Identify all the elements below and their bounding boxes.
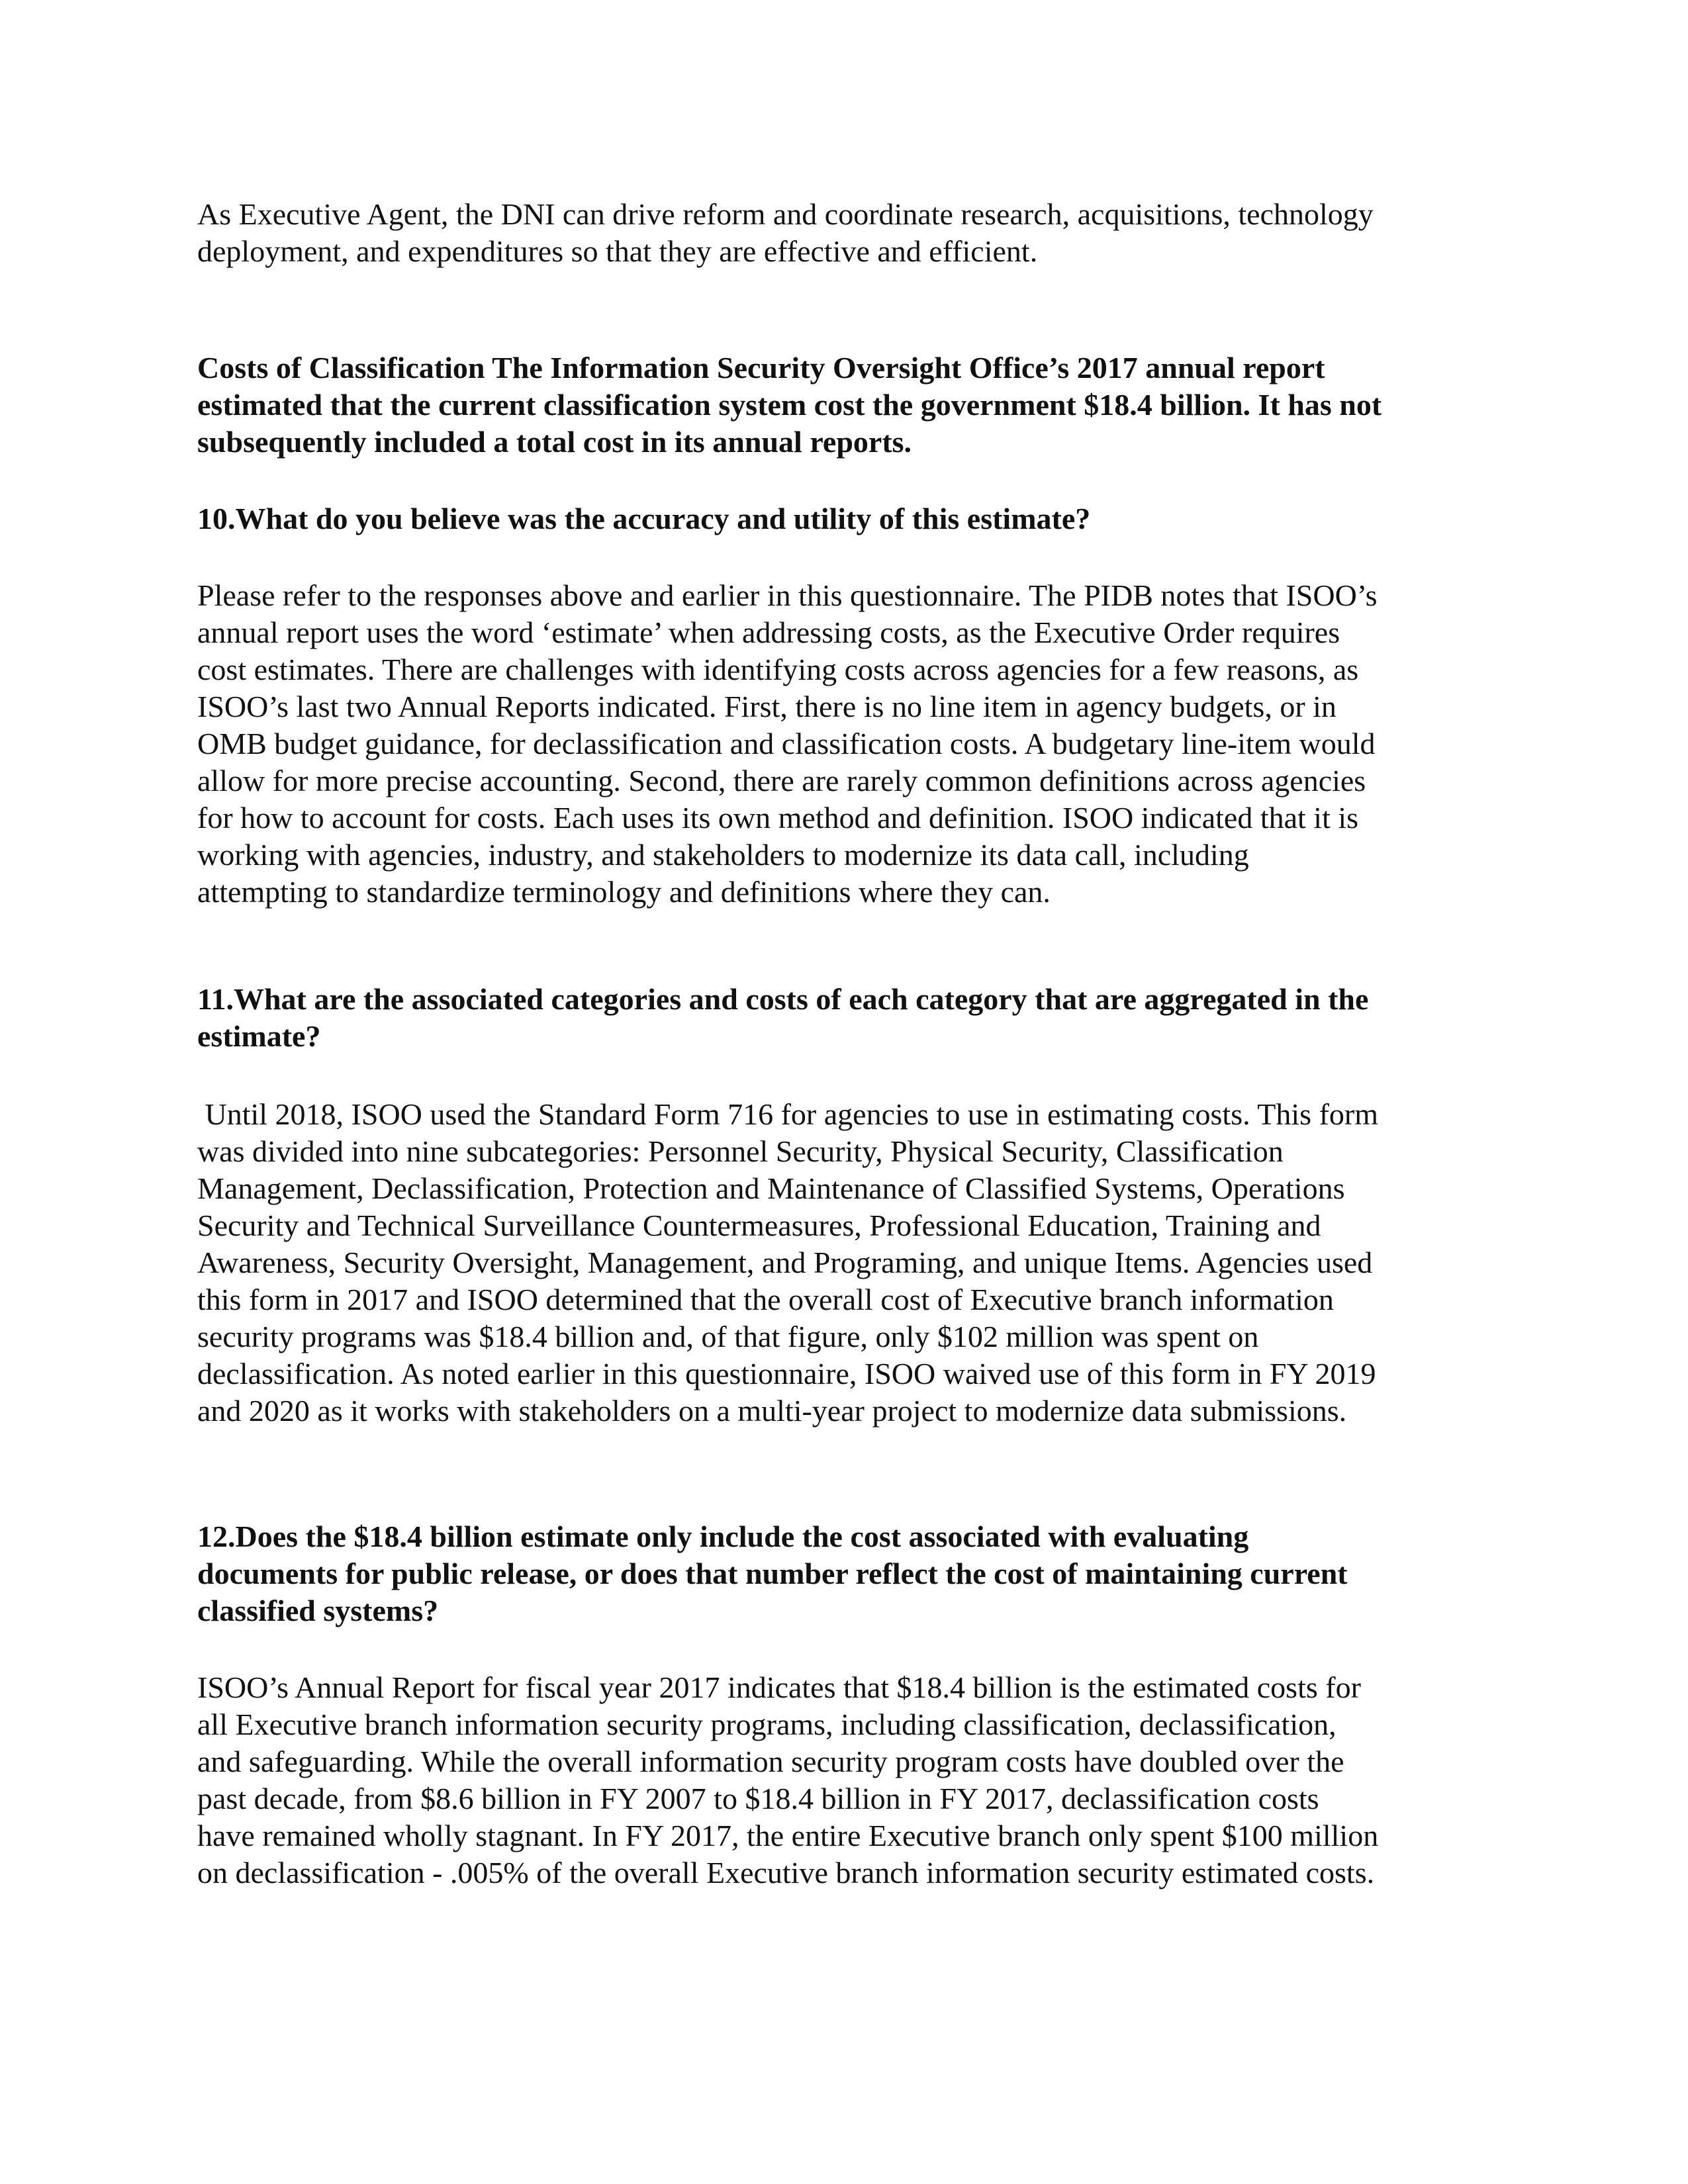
text-line: OMB budget guidance, for declassification and classification costs. A budgetary line-item would xyxy=(197,727,1376,760)
text-line: security programs was $18.4 billion and, of that figure, only $102 million was spent on xyxy=(197,1320,1259,1353)
text-line: have remained wholly stagnant. In FY 2017, the entire Executive branch only spent $100 million xyxy=(197,1819,1379,1852)
text-line: declassification. As noted earlier in this questionnaire, ISOO waived use of this form in FY 2019 xyxy=(197,1357,1376,1390)
text-line: Management, Declassification, Protection and Maintenance of Classified Systems, Operations xyxy=(197,1171,1345,1205)
question-11 xyxy=(197,981,1495,1055)
text-line: and 2020 as it works with stakeholders on a multi-year project to modernize data submissions. xyxy=(197,1394,1347,1428)
text-line: Awareness, Security Oversight, Management, and Programing, and unique Items. Agencies used xyxy=(197,1246,1373,1279)
text-line: estimate? xyxy=(197,1019,321,1053)
text-line: this form in 2017 and ISOO determined that the overall cost of Executive branch information xyxy=(197,1283,1334,1316)
text-line: ISOO’s Annual Report for fiscal year 2017 indicates that $18.4 billion is the estimated costs for xyxy=(197,1670,1361,1704)
text-line: classified systems? xyxy=(197,1594,439,1627)
answer-12 xyxy=(197,1669,1495,1891)
text-line: 11.What are the associated categories and costs of each category that are aggregated in the xyxy=(197,982,1369,1016)
intro-paragraph xyxy=(197,196,1495,270)
text-line: working with agencies, industry, and stakeholders to modernize its data call, including xyxy=(197,838,1249,872)
text-line: 10.What do you believe was the accuracy and utility of this estimate? xyxy=(197,502,1091,535)
text-line: estimated that the current classification system cost the government $18.4 billion. It has not xyxy=(197,388,1382,422)
text-line: Until 2018, ISOO used the Standard Form 716 for agencies to use in estimating costs. This form xyxy=(197,1097,1378,1131)
text-line: Security and Technical Surveillance Countermeasures, Professional Education, Training and xyxy=(197,1208,1321,1242)
answer-10 xyxy=(197,577,1495,911)
text-line: allow for more precise accounting. Second, there are rarely common definitions across agencies xyxy=(197,764,1366,797)
text-line: was divided into nine subcategories: Personnel Security, Physical Security, Classification xyxy=(197,1134,1284,1168)
text-line: attempting to standardize terminology and definitions where they can. xyxy=(197,875,1051,909)
text-line: for how to account for costs. Each uses its own method and definition. ISOO indicated that it is xyxy=(197,801,1359,835)
text-line: subsequently included a total cost in its annual reports. xyxy=(197,425,912,459)
text-line: deployment, and expenditures so that they are effective and efficient. xyxy=(197,234,1038,268)
text-line: all Executive branch information security programs, including classification, declassification, xyxy=(197,1707,1336,1741)
question-10 xyxy=(197,500,1495,537)
question-12 xyxy=(197,1518,1495,1629)
text-line: cost estimates. There are challenges with identifying costs across agencies for a few reasons, as xyxy=(197,653,1359,686)
section-heading xyxy=(197,349,1495,461)
text-line: past decade, from $8.6 billion in FY 2007 to $18.4 billion in FY 2017, declassification costs xyxy=(197,1782,1319,1815)
text-line: 12.Does the $18.4 billion estimate only include the cost associated with evaluating xyxy=(197,1520,1249,1553)
text-line: Please refer to the responses above and earlier in this questionnaire. The PIDB notes that ISOO’s xyxy=(197,578,1378,612)
text-line: Costs of Classification The Information Security Oversight Office’s 2017 annual report xyxy=(197,351,1325,385)
text-line: annual report uses the word ‘estimate’ when addressing costs, as the Executive Order requires xyxy=(197,615,1340,649)
text-line: ISOO’s last two Annual Reports indicated. First, there is no line item in agency budgets, or in xyxy=(197,690,1336,723)
answer-11 xyxy=(197,1096,1495,1430)
text-line: documents for public release, or does that number reflect the cost of maintaining current xyxy=(197,1557,1348,1590)
text-line: and safeguarding. While the overall information security program costs have doubled over the xyxy=(197,1745,1344,1778)
text-line: As Executive Agent, the DNI can drive reform and coordinate research, acquisitions, technology xyxy=(197,197,1374,231)
text-line: on declassification - .005% of the overall Executive branch information security estimated costs. xyxy=(197,1856,1375,1889)
